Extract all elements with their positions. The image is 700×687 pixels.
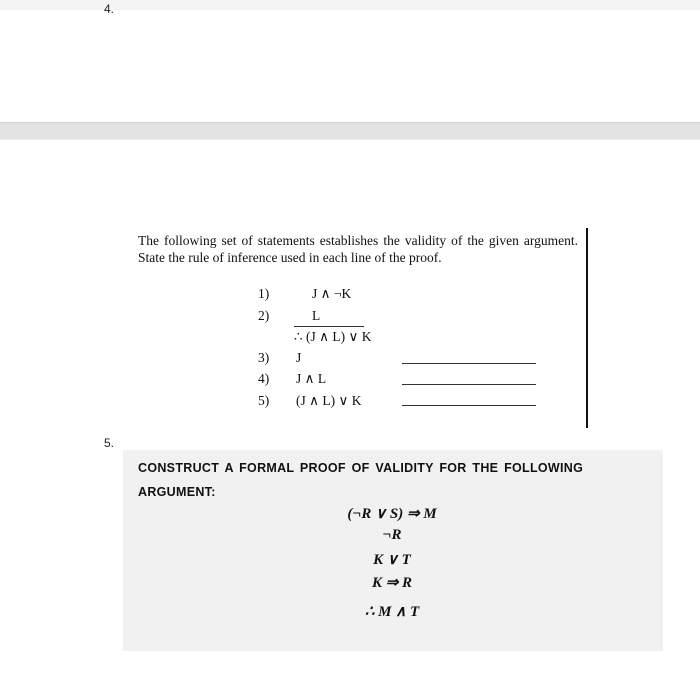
q4-premise-statement: J ∧ ¬K bbox=[312, 286, 352, 301]
rule-answer-blank[interactable] bbox=[402, 384, 536, 385]
section-separator bbox=[0, 122, 700, 140]
q4-proof-statement: (J ∧ L) ∨ K bbox=[296, 393, 362, 408]
conclusion-bar bbox=[294, 326, 364, 327]
q4-proof-statement: J ∧ L bbox=[296, 371, 327, 386]
q4-line-number: 1) bbox=[258, 286, 270, 301]
q5-premise: K ∨ T bbox=[373, 552, 411, 568]
q5-premise: (¬R ∨ S) ⇒ M bbox=[347, 506, 437, 522]
question-number-5: 5. bbox=[104, 436, 115, 450]
rule-answer-blank[interactable] bbox=[402, 363, 536, 364]
q4-line-number: 2) bbox=[258, 308, 270, 323]
q4-conclusion: ∴ (J ∧ L) ∨ K bbox=[294, 329, 372, 344]
q5-premise: K ⇒ R bbox=[371, 575, 413, 591]
q4-line-number: 3) bbox=[258, 350, 270, 365]
q5-premise: ¬R bbox=[382, 527, 402, 543]
q4-line-number: 4) bbox=[258, 371, 270, 386]
q4-right-rule bbox=[586, 228, 588, 428]
q4-premise-statement: L bbox=[312, 308, 321, 323]
q4-intro-text: The following set of statements establishes the validity of the given argument. State the rule of inference used in each line of the proof. bbox=[138, 233, 578, 265]
q5-conclusion: ∴ M ∧ T bbox=[364, 604, 420, 620]
q4-proof-statement: J bbox=[296, 350, 302, 365]
q5-instruction: CONSTRUCT A FORMAL PROOF OF VALIDITY FOR THE FOLLOWING ARGUMENT: bbox=[138, 461, 584, 499]
rule-answer-blank[interactable] bbox=[402, 405, 536, 406]
question-number-4: 4. bbox=[104, 2, 115, 16]
q4-line-number: 5) bbox=[258, 393, 270, 408]
